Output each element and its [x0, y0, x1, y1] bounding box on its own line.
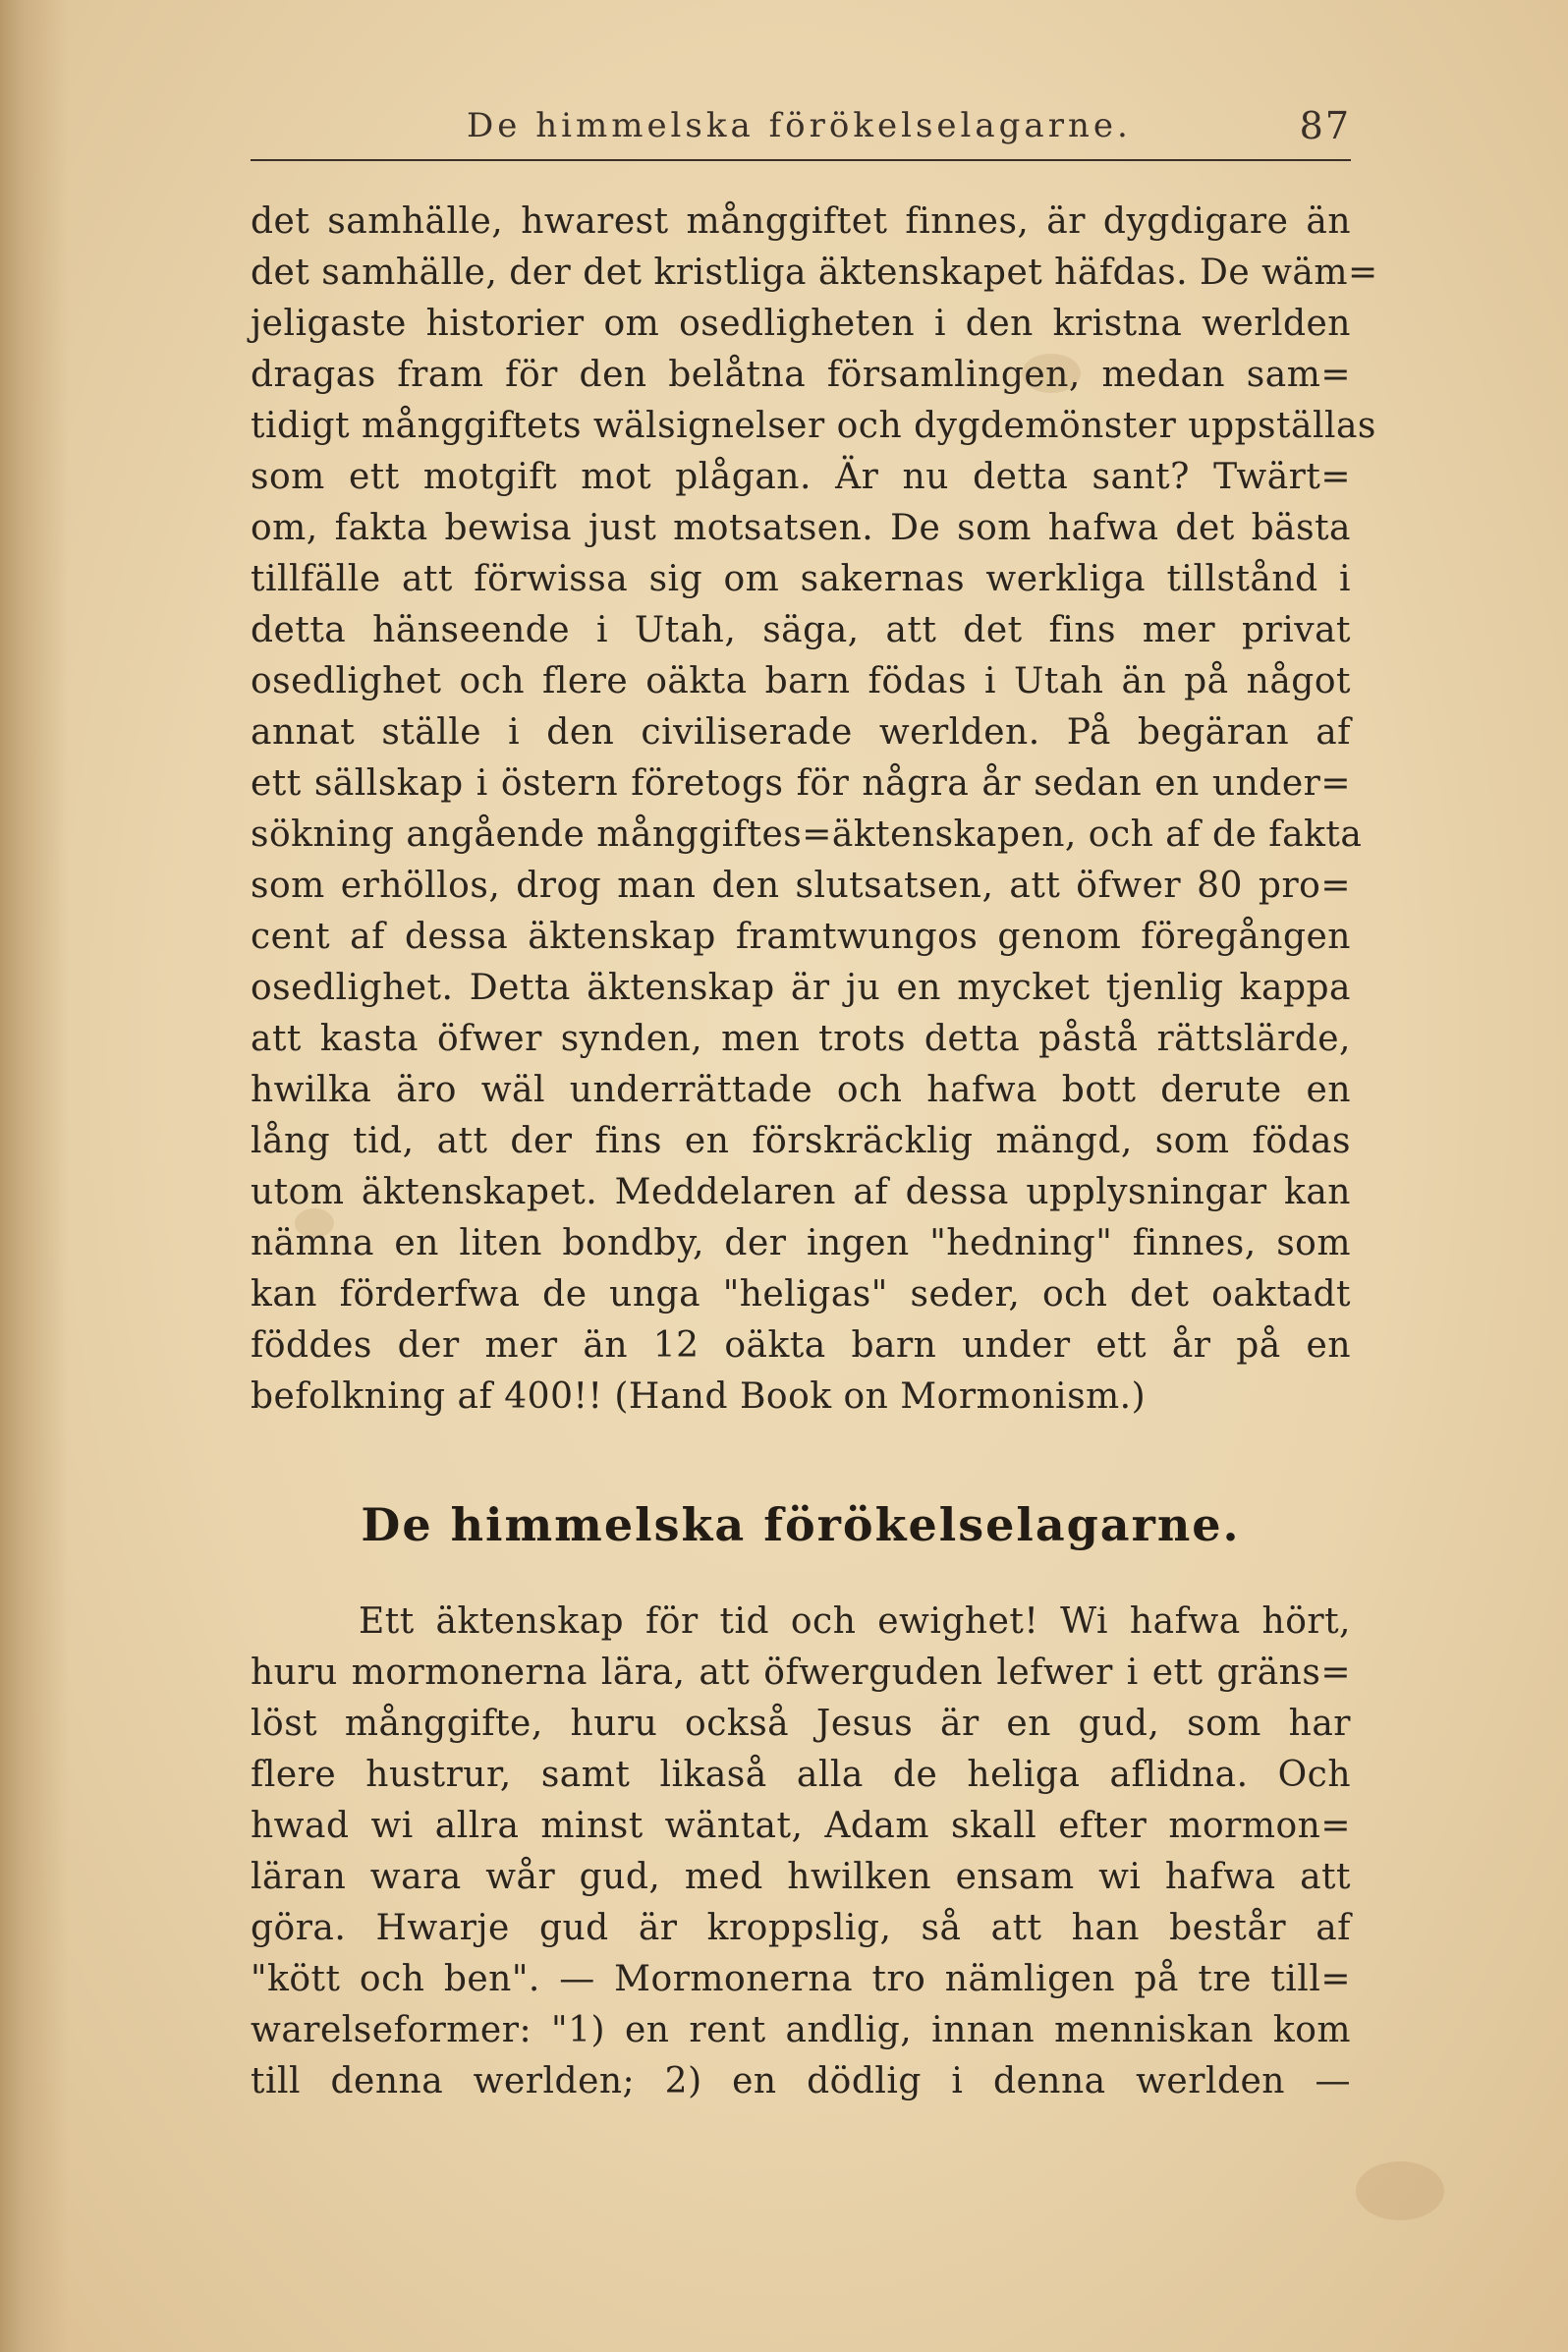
text-line: "kött och ben". — Mormonerna tro nämligen på tre till=: [251, 1959, 1351, 1999]
text-line: dragas fram för den belåtna församlingen, medan sam=: [251, 355, 1351, 395]
text-line: sökning angående månggiftes=äktenskapen, och af de fakta: [251, 814, 1363, 855]
text-line: som erhöllos, drog man den slutsatsen, att öfwer 80 pro=: [251, 866, 1351, 906]
text-line: flere hustrur, samt likaså alla de heliga aflidna. Och: [251, 1755, 1351, 1795]
text-line: befolkning af 400!! (Hand Book on Mormonism.): [251, 1376, 1147, 1417]
text-line: detta hänseende i Utah, säga, att det fins mer privat: [251, 610, 1351, 650]
text-line: ett sällskap i östern företogs för några år sedan en under=: [251, 763, 1351, 804]
paper-stain: [1356, 2161, 1444, 2220]
text-line: att kasta öfwer synden, men trots detta påstå rättslärde,: [251, 1019, 1351, 1059]
text-line: lång tid, att der fins en förskräcklig mängd, som födas: [251, 1121, 1351, 1161]
section-title: De himmelska förökelselagarne.: [361, 1498, 1241, 1551]
text-line: annat ställe i den civiliserade werlden. På begäran af: [251, 712, 1351, 753]
text-line: jeligaste historier om osedligheten i den kristna werlden: [251, 304, 1351, 344]
header-rule: [251, 159, 1351, 161]
text-line: tidigt månggiftets wälsignelser och dygdemönster uppställas: [251, 406, 1376, 446]
text-line: löst månggifte, huru också Jesus är en gud, som har: [251, 1704, 1351, 1744]
text-line: hwilka äro wäl underrättade och hafwa bott derute en: [251, 1070, 1351, 1110]
paragraph-2: [251, 1596, 1351, 2107]
text-line: warelseformer: "1) en rent andlig, innan menniskan kom: [251, 2010, 1351, 2050]
page-binding-shadow: [0, 0, 69, 2352]
paragraph-1: [251, 196, 1378, 1423]
text-line: om, fakta bewisa just motsatsen. De som hafwa det bästa: [251, 508, 1351, 548]
text-line: hwad wi allra minst wäntat, Adam skall efter mormon=: [251, 1806, 1351, 1846]
page-header: [251, 98, 1351, 157]
text-line: nämna en liten bondby, der ingen "hedning" finnes, som: [251, 1223, 1351, 1263]
text-line: Ett äktenskap för tid och ewighet! Wi hafwa hört,: [359, 1601, 1351, 1642]
text-line: till denna werlden; 2) en dödlig i denna werlden —: [251, 2061, 1351, 2101]
running-head: De himmelska förökelselagarne.: [467, 106, 1132, 145]
text-line: tillfälle att förwissa sig om sakernas werkliga tillstånd i: [251, 559, 1351, 599]
text-line: det samhälle, der det kristliga äktenskapet häfdas. De wäm=: [251, 252, 1378, 293]
page-number: 87: [1299, 104, 1351, 147]
text-line: osedlighet och flere oäkta barn födas i Utah än på något: [251, 661, 1351, 701]
text-line: utom äktenskapet. Meddelaren af dessa upplysningar kan: [251, 1172, 1351, 1212]
text-line: det samhälle, hwarest månggiftet finnes, är dygdigare än: [251, 201, 1351, 242]
text-line: cent af dessa äktenskap framtwungos genom föregången: [251, 917, 1351, 957]
text-line: osedlighet. Detta äktenskap är ju en mycket tjenlig kappa: [251, 968, 1351, 1008]
text-line: som ett motgift mot plågan. Är nu detta sant? Twärt=: [251, 457, 1351, 497]
text-line: läran wara wår gud, med hwilken ensam wi hafwa att: [251, 1857, 1351, 1897]
text-line: kan förderfwa de unga "heligas" seder, och det oaktadt: [251, 1274, 1351, 1315]
text-line: huru mormonerna lära, att öfwerguden lefwer i ett gräns=: [251, 1652, 1351, 1693]
text-line: föddes der mer än 12 oäkta barn under ett år på en: [251, 1325, 1351, 1366]
text-line: göra. Hwarje gud är kroppslig, så att han består af: [251, 1908, 1351, 1948]
